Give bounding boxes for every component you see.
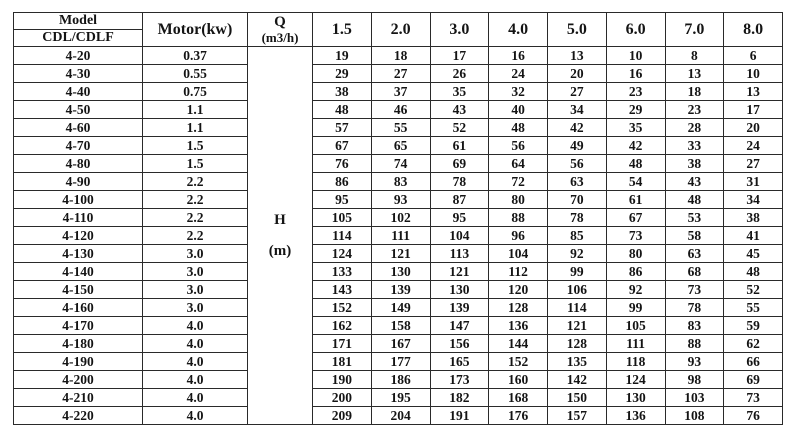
head-value-cell: 74 <box>371 155 430 173</box>
head-value-cell: 112 <box>489 263 548 281</box>
head-value-cell: 27 <box>548 83 607 101</box>
head-value-cell: 73 <box>724 389 783 407</box>
head-value-cell: 57 <box>313 119 372 137</box>
table-row <box>14 155 783 173</box>
head-value-cell: 29 <box>606 101 665 119</box>
head-value-cell: 99 <box>606 299 665 317</box>
head-value-cell: 17 <box>430 47 489 65</box>
head-value-cell: 152 <box>489 353 548 371</box>
head-value-cell: 52 <box>430 119 489 137</box>
head-value-cell: 96 <box>489 227 548 245</box>
head-value-cell: 23 <box>665 101 724 119</box>
head-value-cell: 102 <box>371 209 430 227</box>
model-series-header: CDL/CDLF <box>14 30 143 47</box>
head-value-cell: 38 <box>724 209 783 227</box>
table-row <box>14 407 783 425</box>
motor-power-cell: 4.0 <box>143 389 248 407</box>
head-value-cell: 85 <box>548 227 607 245</box>
table-row <box>14 173 783 191</box>
head-value-cell: 13 <box>548 47 607 65</box>
motor-power-cell: 0.37 <box>143 47 248 65</box>
head-value-cell: 92 <box>606 281 665 299</box>
model-cell: 4-160 <box>14 299 143 317</box>
head-value-cell: 86 <box>606 263 665 281</box>
head-value-cell: 83 <box>665 317 724 335</box>
table-row <box>14 263 783 281</box>
motor-power-cell: 3.0 <box>143 263 248 281</box>
head-value-cell: 204 <box>371 407 430 425</box>
head-value-cell: 209 <box>313 407 372 425</box>
table-row <box>14 317 783 335</box>
flow-col-header-3: 3.0 <box>430 13 489 47</box>
table-row <box>14 245 783 263</box>
head-value-cell: 68 <box>665 263 724 281</box>
h-unit: (m) <box>268 242 292 259</box>
head-value-cell: 35 <box>430 83 489 101</box>
model-cell: 4-190 <box>14 353 143 371</box>
head-value-cell: 88 <box>665 335 724 353</box>
head-value-cell: 136 <box>489 317 548 335</box>
head-value-cell: 45 <box>724 245 783 263</box>
head-value-cell: 10 <box>724 65 783 83</box>
model-cell: 4-100 <box>14 191 143 209</box>
head-value-cell: 24 <box>489 65 548 83</box>
table-row <box>14 299 783 317</box>
table-body <box>14 47 783 425</box>
head-value-cell: 190 <box>313 371 372 389</box>
head-value-cell: 27 <box>724 155 783 173</box>
head-value-cell: 87 <box>430 191 489 209</box>
head-value-cell: 78 <box>548 209 607 227</box>
head-value-cell: 139 <box>371 281 430 299</box>
head-value-cell: 173 <box>430 371 489 389</box>
model-cell: 4-20 <box>14 47 143 65</box>
q-symbol: Q <box>274 13 286 30</box>
head-value-cell: 69 <box>430 155 489 173</box>
head-value-cell: 86 <box>313 173 372 191</box>
motor-power-cell: 1.5 <box>143 137 248 155</box>
head-value-cell: 73 <box>606 227 665 245</box>
head-value-cell: 105 <box>606 317 665 335</box>
model-cell: 4-220 <box>14 407 143 425</box>
motor-power-cell: 4.0 <box>143 317 248 335</box>
head-value-cell: 121 <box>371 245 430 263</box>
head-value-cell: 104 <box>430 227 489 245</box>
model-cell: 4-50 <box>14 101 143 119</box>
head-value-cell: 114 <box>548 299 607 317</box>
flow-q-header <box>248 13 313 47</box>
motor-power-cell: 2.2 <box>143 227 248 245</box>
motor-power-cell: 2.2 <box>143 209 248 227</box>
model-cell: 4-70 <box>14 137 143 155</box>
flow-col-header-4: 4.0 <box>489 13 548 47</box>
head-value-cell: 80 <box>489 191 548 209</box>
head-value-cell: 133 <box>313 263 372 281</box>
head-value-cell: 69 <box>724 371 783 389</box>
head-value-cell: 13 <box>665 65 724 83</box>
head-value-cell: 23 <box>606 83 665 101</box>
model-cell: 4-150 <box>14 281 143 299</box>
head-value-cell: 35 <box>606 119 665 137</box>
head-value-cell: 128 <box>489 299 548 317</box>
head-value-cell: 121 <box>430 263 489 281</box>
head-value-cell: 16 <box>606 65 665 83</box>
motor-power-cell: 4.0 <box>143 335 248 353</box>
head-value-cell: 38 <box>665 155 724 173</box>
head-value-cell: 33 <box>665 137 724 155</box>
head-value-cell: 111 <box>371 227 430 245</box>
table-row <box>14 119 783 137</box>
head-value-cell: 70 <box>548 191 607 209</box>
head-value-cell: 20 <box>724 119 783 137</box>
head-value-cell: 124 <box>313 245 372 263</box>
head-value-cell: 62 <box>724 335 783 353</box>
head-value-cell: 48 <box>313 101 372 119</box>
head-value-cell: 6 <box>724 47 783 65</box>
head-value-cell: 49 <box>548 137 607 155</box>
head-value-cell: 120 <box>489 281 548 299</box>
model-cell: 4-110 <box>14 209 143 227</box>
h-symbol: H <box>274 211 286 228</box>
head-value-cell: 83 <box>371 173 430 191</box>
head-value-cell: 18 <box>371 47 430 65</box>
head-value-cell: 158 <box>371 317 430 335</box>
head-value-cell: 53 <box>665 209 724 227</box>
model-cell: 4-130 <box>14 245 143 263</box>
head-value-cell: 130 <box>606 389 665 407</box>
head-value-cell: 76 <box>724 407 783 425</box>
head-value-cell: 171 <box>313 335 372 353</box>
head-value-cell: 142 <box>548 371 607 389</box>
head-value-cell: 20 <box>548 65 607 83</box>
head-value-cell: 128 <box>548 335 607 353</box>
head-value-cell: 105 <box>313 209 372 227</box>
head-value-cell: 54 <box>606 173 665 191</box>
head-value-cell: 67 <box>606 209 665 227</box>
head-value-cell: 61 <box>430 137 489 155</box>
flow-col-header-2: 2.0 <box>371 13 430 47</box>
head-value-cell: 181 <box>313 353 372 371</box>
head-value-cell: 191 <box>430 407 489 425</box>
head-value-cell: 195 <box>371 389 430 407</box>
head-value-cell: 78 <box>665 299 724 317</box>
head-value-cell: 160 <box>489 371 548 389</box>
table-row <box>14 209 783 227</box>
head-value-cell: 106 <box>548 281 607 299</box>
head-value-cell: 177 <box>371 353 430 371</box>
table-header <box>14 13 783 47</box>
head-value-cell: 10 <box>606 47 665 65</box>
head-value-cell: 167 <box>371 335 430 353</box>
model-header: Model <box>14 13 143 30</box>
model-cell: 4-60 <box>14 119 143 137</box>
head-value-cell: 113 <box>430 245 489 263</box>
table-row <box>14 83 783 101</box>
head-value-cell: 165 <box>430 353 489 371</box>
motor-power-cell: 1.5 <box>143 155 248 173</box>
head-value-cell: 93 <box>665 353 724 371</box>
head-value-cell: 139 <box>430 299 489 317</box>
head-value-cell: 118 <box>606 353 665 371</box>
head-value-cell: 48 <box>724 263 783 281</box>
pump-spec-table <box>13 12 783 425</box>
head-value-cell: 42 <box>548 119 607 137</box>
head-value-cell: 99 <box>548 263 607 281</box>
head-value-cell: 176 <box>489 407 548 425</box>
head-value-cell: 34 <box>724 191 783 209</box>
head-value-cell: 111 <box>606 335 665 353</box>
table-row <box>14 371 783 389</box>
motor-power-cell: 4.0 <box>143 407 248 425</box>
head-value-cell: 157 <box>548 407 607 425</box>
table-row <box>14 389 783 407</box>
head-value-cell: 95 <box>430 209 489 227</box>
head-value-cell: 37 <box>371 83 430 101</box>
head-value-cell: 130 <box>430 281 489 299</box>
model-cell: 4-40 <box>14 83 143 101</box>
model-cell: 4-90 <box>14 173 143 191</box>
head-value-cell: 46 <box>371 101 430 119</box>
head-value-cell: 156 <box>430 335 489 353</box>
head-value-cell: 130 <box>371 263 430 281</box>
head-value-cell: 88 <box>489 209 548 227</box>
motor-power-cell: 3.0 <box>143 245 248 263</box>
head-value-cell: 150 <box>548 389 607 407</box>
head-value-cell: 8 <box>665 47 724 65</box>
motor-power-cell: 2.2 <box>143 173 248 191</box>
table-row <box>14 227 783 245</box>
model-cell: 4-170 <box>14 317 143 335</box>
table-row <box>14 353 783 371</box>
head-value-cell: 149 <box>371 299 430 317</box>
head-value-cell: 66 <box>724 353 783 371</box>
head-value-cell: 59 <box>724 317 783 335</box>
head-value-cell: 76 <box>313 155 372 173</box>
head-value-cell: 40 <box>489 101 548 119</box>
head-value-cell: 103 <box>665 389 724 407</box>
head-value-cell: 41 <box>724 227 783 245</box>
head-value-cell: 121 <box>548 317 607 335</box>
flow-col-header-5: 5.0 <box>548 13 607 47</box>
head-value-cell: 135 <box>548 353 607 371</box>
head-value-cell: 24 <box>724 137 783 155</box>
flow-col-header-1: 1.5 <box>313 13 372 47</box>
flow-col-header-7: 7.0 <box>665 13 724 47</box>
head-value-cell: 58 <box>665 227 724 245</box>
head-value-cell: 61 <box>606 191 665 209</box>
table-row <box>14 101 783 119</box>
head-value-cell: 162 <box>313 317 372 335</box>
head-value-cell: 64 <box>489 155 548 173</box>
head-value-cell: 114 <box>313 227 372 245</box>
motor-header: Motor(kw) <box>143 13 248 47</box>
table-row <box>14 191 783 209</box>
head-value-cell: 108 <box>665 407 724 425</box>
head-value-cell: 48 <box>489 119 548 137</box>
table-row <box>14 335 783 353</box>
head-value-cell: 186 <box>371 371 430 389</box>
motor-power-cell: 4.0 <box>143 371 248 389</box>
head-unit-cell <box>248 47 313 425</box>
q-unit: (m3/h) <box>261 29 299 45</box>
motor-power-cell: 0.55 <box>143 65 248 83</box>
motor-power-cell: 3.0 <box>143 281 248 299</box>
table-row <box>14 65 783 83</box>
table-row <box>14 281 783 299</box>
head-value-cell: 182 <box>430 389 489 407</box>
head-value-cell: 152 <box>313 299 372 317</box>
head-value-cell: 144 <box>489 335 548 353</box>
head-value-cell: 63 <box>665 245 724 263</box>
head-value-cell: 72 <box>489 173 548 191</box>
head-value-cell: 34 <box>548 101 607 119</box>
model-cell: 4-210 <box>14 389 143 407</box>
head-value-cell: 48 <box>665 191 724 209</box>
head-value-cell: 28 <box>665 119 724 137</box>
flow-col-header-8: 8.0 <box>724 13 783 47</box>
head-value-cell: 43 <box>430 101 489 119</box>
head-value-cell: 92 <box>548 245 607 263</box>
head-value-cell: 78 <box>430 173 489 191</box>
motor-power-cell: 4.0 <box>143 353 248 371</box>
head-value-cell: 19 <box>313 47 372 65</box>
table-row <box>14 47 783 65</box>
head-value-cell: 200 <box>313 389 372 407</box>
head-value-cell: 55 <box>371 119 430 137</box>
head-value-cell: 18 <box>665 83 724 101</box>
head-value-cell: 147 <box>430 317 489 335</box>
head-value-cell: 31 <box>724 173 783 191</box>
head-value-cell: 124 <box>606 371 665 389</box>
head-value-cell: 143 <box>313 281 372 299</box>
head-value-cell: 93 <box>371 191 430 209</box>
table-row <box>14 137 783 155</box>
head-value-cell: 98 <box>665 371 724 389</box>
motor-power-cell: 1.1 <box>143 101 248 119</box>
motor-power-cell: 3.0 <box>143 299 248 317</box>
head-value-cell: 43 <box>665 173 724 191</box>
flow-col-header-6: 6.0 <box>606 13 665 47</box>
head-value-cell: 168 <box>489 389 548 407</box>
model-cell: 4-80 <box>14 155 143 173</box>
motor-power-cell: 1.1 <box>143 119 248 137</box>
model-cell: 4-180 <box>14 335 143 353</box>
model-cell: 4-30 <box>14 65 143 83</box>
motor-power-cell: 0.75 <box>143 83 248 101</box>
head-value-cell: 52 <box>724 281 783 299</box>
head-value-cell: 136 <box>606 407 665 425</box>
head-value-cell: 63 <box>548 173 607 191</box>
motor-power-cell: 2.2 <box>143 191 248 209</box>
head-value-cell: 80 <box>606 245 665 263</box>
head-value-cell: 73 <box>665 281 724 299</box>
head-value-cell: 13 <box>724 83 783 101</box>
head-value-cell: 32 <box>489 83 548 101</box>
head-value-cell: 16 <box>489 47 548 65</box>
head-value-cell: 26 <box>430 65 489 83</box>
head-value-cell: 27 <box>371 65 430 83</box>
head-value-cell: 17 <box>724 101 783 119</box>
head-value-cell: 48 <box>606 155 665 173</box>
model-cell: 4-140 <box>14 263 143 281</box>
model-cell: 4-200 <box>14 371 143 389</box>
head-value-cell: 42 <box>606 137 665 155</box>
head-value-cell: 67 <box>313 137 372 155</box>
head-value-cell: 38 <box>313 83 372 101</box>
head-value-cell: 95 <box>313 191 372 209</box>
head-value-cell: 104 <box>489 245 548 263</box>
head-value-cell: 55 <box>724 299 783 317</box>
head-value-cell: 56 <box>548 155 607 173</box>
head-value-cell: 29 <box>313 65 372 83</box>
head-value-cell: 65 <box>371 137 430 155</box>
head-value-cell: 56 <box>489 137 548 155</box>
model-cell: 4-120 <box>14 227 143 245</box>
header-row-top <box>14 13 783 30</box>
